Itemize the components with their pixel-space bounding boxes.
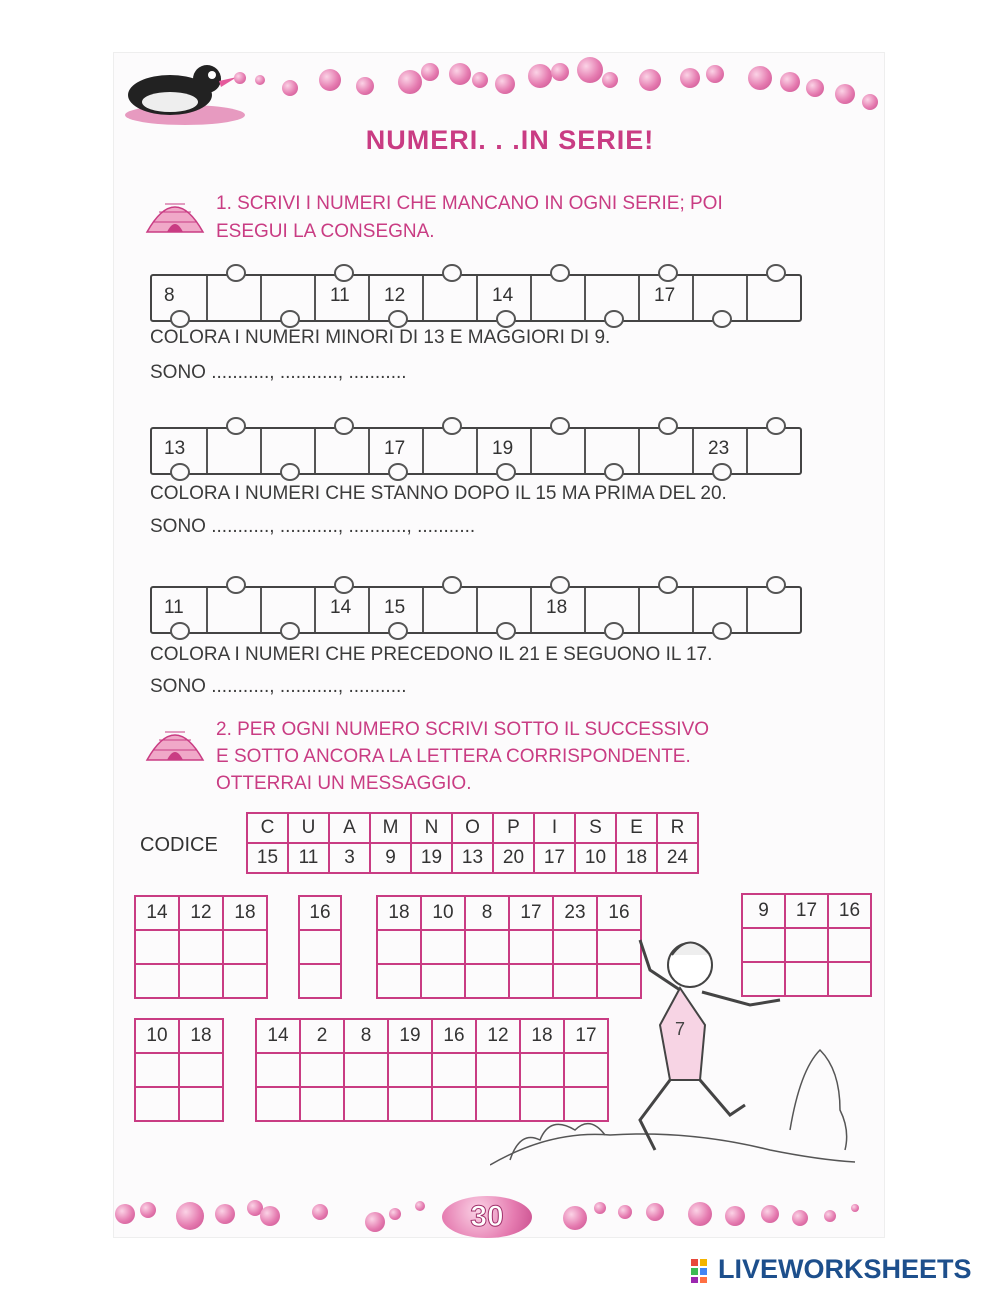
code-letter-cell: A [329, 813, 370, 843]
code-number-cell: 18 [616, 843, 657, 873]
puzzle-knob [496, 463, 516, 481]
page-title: NUMERI. . .IN SERIE! [365, 125, 655, 155]
puzzle-piece[interactable] [584, 588, 640, 632]
puzzle-knob [658, 576, 678, 594]
word-grid-row [299, 896, 341, 930]
puzzle-piece[interactable] [152, 429, 206, 473]
puzzle-number: 15 [384, 597, 406, 618]
word-grid-row [135, 930, 267, 964]
letter-answer-cell[interactable] [135, 1087, 179, 1121]
puzzle-knob [170, 463, 190, 481]
puzzle-knob [388, 463, 408, 481]
successor-answer-cell[interactable] [179, 930, 223, 964]
given-number-cell: 8 [344, 1019, 388, 1053]
decorative-bubble [319, 69, 341, 91]
given-number-cell: 17 [509, 896, 553, 930]
given-number-cell: 16 [299, 896, 341, 930]
letter-answer-cell[interactable] [344, 1087, 388, 1121]
successor-answer-cell[interactable] [256, 1053, 300, 1087]
code-letter-cell: C [247, 813, 288, 843]
decorative-bubble [365, 1212, 385, 1232]
series3-answer-line[interactable]: SONO ..........., ..........., ........... [150, 676, 407, 697]
puzzle-piece[interactable] [584, 429, 640, 473]
code-number-cell: 19 [411, 843, 452, 873]
penguin-illustration [115, 55, 245, 130]
decorative-bubble [421, 63, 439, 81]
given-number-cell: 2 [300, 1019, 344, 1053]
decorative-bubble [234, 72, 246, 84]
puzzle-knob [280, 622, 300, 640]
puzzle-knob [496, 310, 516, 328]
puzzle-strip [150, 274, 802, 322]
decorative-bubble [792, 1210, 808, 1226]
decorative-bubble [398, 70, 422, 94]
code-letter-cell: N [411, 813, 452, 843]
puzzle-knob [226, 264, 246, 282]
puzzle-knob [604, 622, 624, 640]
letter-answer-cell[interactable] [179, 964, 223, 998]
successor-answer-cell[interactable] [377, 930, 421, 964]
word-grid [298, 895, 342, 999]
svg-text:7: 7 [675, 1019, 686, 1039]
successor-answer-cell[interactable] [135, 1053, 179, 1087]
word-grid-row [299, 930, 341, 964]
decorative-bubble [312, 1204, 328, 1220]
igloo-icon [145, 196, 205, 234]
word-grid-row [135, 1019, 223, 1053]
given-number-cell: 23 [553, 896, 597, 930]
decorative-bubble [639, 69, 661, 91]
decorative-bubble [688, 1202, 712, 1226]
puzzle-piece[interactable] [476, 429, 532, 473]
puzzle-knob [766, 417, 786, 435]
successor-answer-cell[interactable] [179, 1053, 223, 1087]
puzzle-piece[interactable] [260, 276, 316, 320]
puzzle-knob [766, 576, 786, 594]
given-number-cell: 12 [476, 1019, 520, 1053]
puzzle-knob [604, 310, 624, 328]
puzzle-piece[interactable] [152, 276, 206, 320]
puzzle-knob [334, 576, 354, 594]
series1-answer-line[interactable]: SONO ..........., ..........., ........... [150, 362, 407, 383]
puzzle-knob [712, 622, 732, 640]
code-letter-cell: I [534, 813, 575, 843]
code-number-cell: 11 [288, 843, 329, 873]
successor-answer-cell[interactable] [421, 930, 465, 964]
decorative-bubble [646, 1203, 664, 1221]
puzzle-knob [170, 310, 190, 328]
puzzle-piece[interactable] [692, 429, 748, 473]
puzzle-knob [280, 463, 300, 481]
decorative-bubble [780, 72, 800, 92]
decorative-bubble [260, 1206, 280, 1226]
given-number-cell: 17 [785, 894, 828, 928]
code-letter-cell: O [452, 813, 493, 843]
successor-answer-cell[interactable] [388, 1053, 432, 1087]
puzzle-knob [550, 417, 570, 435]
decorative-bubble [835, 84, 855, 104]
decorative-bubble [706, 65, 724, 83]
successor-answer-cell[interactable] [135, 930, 179, 964]
given-number-cell: 14 [135, 896, 179, 930]
code-number-cell: 9 [370, 843, 411, 873]
puzzle-number: 17 [384, 438, 406, 459]
puzzle-piece[interactable] [692, 276, 748, 320]
code-number-cell: 17 [534, 843, 575, 873]
code-number-cell: 24 [657, 843, 698, 873]
puzzle-knob [226, 417, 246, 435]
decorative-bubble [255, 75, 265, 85]
puzzle-number: 8 [164, 285, 175, 306]
given-number-cell: 12 [179, 896, 223, 930]
letter-answer-cell[interactable] [388, 1087, 432, 1121]
footer-brand: LIVEWORKSHEETS [718, 1254, 972, 1284]
given-number-cell: 16 [597, 896, 641, 930]
successor-answer-cell[interactable] [300, 1053, 344, 1087]
puzzle-knob [712, 463, 732, 481]
puzzle-piece[interactable] [152, 588, 206, 632]
decorative-bubble [356, 77, 374, 95]
word-grid-row [377, 896, 641, 930]
given-number-cell: 18 [520, 1019, 564, 1053]
puzzle-knob [496, 622, 516, 640]
puzzle-number: 11 [164, 597, 184, 618]
puzzle-strip [150, 586, 802, 634]
puzzle-number: 19 [492, 438, 514, 459]
successor-answer-cell[interactable] [432, 1053, 476, 1087]
successor-answer-cell[interactable] [299, 930, 341, 964]
decorative-bubble [862, 94, 878, 110]
exercise2-instruction-line1: 2. PER OGNI NUMERO SCRIVI SOTTO IL SUCCESSIVO [216, 719, 710, 740]
puzzle-number: 14 [330, 597, 352, 618]
letter-answer-cell[interactable] [179, 1087, 223, 1121]
exercise2-instruction-line2: E SOTTO ANCORA LA LETTERA CORRISPONDENTE. [216, 746, 691, 767]
puzzle-knob [388, 622, 408, 640]
puzzle-piece[interactable] [476, 588, 532, 632]
puzzle-piece[interactable] [314, 429, 370, 473]
word-grid [134, 1018, 224, 1122]
puzzle-knob [442, 417, 462, 435]
word-grid-row [135, 1087, 223, 1121]
code-table [246, 812, 699, 874]
decorative-bubble [176, 1202, 204, 1230]
puzzle-piece[interactable] [206, 276, 262, 320]
given-number-cell: 16 [432, 1019, 476, 1053]
puzzle-knob [442, 576, 462, 594]
successor-answer-cell[interactable] [344, 1053, 388, 1087]
puzzle-knob [388, 310, 408, 328]
puzzle-number: 23 [708, 438, 730, 459]
word-grid-row [742, 894, 871, 928]
puzzle-piece[interactable] [368, 276, 424, 320]
code-label: CODICE [140, 834, 218, 856]
puzzle-piece[interactable] [638, 276, 694, 320]
code-letter-cell: P [493, 813, 534, 843]
decorative-bubble [528, 64, 552, 88]
code-row [247, 813, 698, 843]
igloo-icon [145, 724, 205, 762]
successor-answer-cell[interactable] [223, 930, 267, 964]
decorative-bubble [415, 1201, 425, 1211]
puzzle-knob [280, 310, 300, 328]
decorative-bubble [140, 1202, 156, 1218]
given-number-cell: 18 [179, 1019, 223, 1053]
puzzle-knob [334, 417, 354, 435]
puzzle-knob [334, 264, 354, 282]
exercise2-instruction-line3: OTTERRAI UN MESSAGGIO. [216, 773, 472, 794]
letter-answer-cell[interactable] [299, 964, 341, 998]
puzzle-piece[interactable] [368, 588, 424, 632]
puzzle-piece[interactable] [584, 276, 640, 320]
code-number-cell: 10 [575, 843, 616, 873]
puzzle-piece[interactable] [746, 429, 802, 473]
puzzle-piece[interactable] [260, 588, 316, 632]
puzzle-knob [442, 264, 462, 282]
puzzle-piece[interactable] [368, 429, 424, 473]
code-letter-cell: R [657, 813, 698, 843]
puzzle-piece[interactable] [530, 429, 586, 473]
puzzle-number: 12 [384, 285, 406, 306]
letter-answer-cell[interactable] [135, 964, 179, 998]
puzzle-piece[interactable] [422, 429, 478, 473]
letter-answer-cell[interactable] [432, 1087, 476, 1121]
decorative-bubble [472, 72, 488, 88]
letter-answer-cell[interactable] [300, 1087, 344, 1121]
given-number-cell: 9 [742, 894, 785, 928]
given-number-cell: 10 [421, 896, 465, 930]
decorative-bubble [761, 1205, 779, 1223]
puzzle-piece[interactable] [638, 588, 694, 632]
letter-answer-cell[interactable] [256, 1087, 300, 1121]
series3-task: COLORA I NUMERI CHE PRECEDONO IL 21 E SEGUONO IL 17. [150, 644, 713, 665]
decorative-bubble [563, 1206, 587, 1230]
series1-task: COLORA I NUMERI MINORI DI 13 E MAGGIORI DI 9. [150, 327, 611, 348]
decorative-bubble [824, 1210, 836, 1222]
puzzle-knob [766, 264, 786, 282]
puzzle-knob [170, 622, 190, 640]
decorative-bubble [577, 57, 603, 83]
code-number-cell: 15 [247, 843, 288, 873]
given-number-cell: 17 [564, 1019, 608, 1053]
puzzle-piece[interactable] [530, 588, 586, 632]
puzzle-knob [550, 576, 570, 594]
series2-task: COLORA I NUMERI CHE STANNO DOPO IL 15 MA PRIMA DEL 20. [150, 483, 727, 504]
decorative-bubble [282, 80, 298, 96]
decorative-bubble [551, 63, 569, 81]
decorative-bubble [618, 1205, 632, 1219]
code-number-cell: 3 [329, 843, 370, 873]
exercise1-instruction-line2: ESEGUI LA CONSEGNA. [216, 221, 435, 242]
word-grid-row [135, 964, 267, 998]
code-number-cell: 20 [493, 843, 534, 873]
puzzle-piece[interactable] [314, 276, 370, 320]
puzzle-piece[interactable] [638, 429, 694, 473]
decorative-bubble [115, 1204, 135, 1224]
code-number-cell: 13 [452, 843, 493, 873]
decorative-bubble [495, 74, 515, 94]
word-grid-row [299, 964, 341, 998]
decorative-bubble [680, 68, 700, 88]
puzzle-strip [150, 427, 802, 475]
puzzle-knob [658, 417, 678, 435]
word-grid [134, 895, 268, 999]
code-letter-cell: E [616, 813, 657, 843]
series2-answer-line[interactable]: SONO ..........., ..........., ..........., ........... [150, 516, 476, 537]
puzzle-knob [550, 264, 570, 282]
given-number-cell: 18 [377, 896, 421, 930]
puzzle-number: 17 [654, 285, 676, 306]
decorative-bubble [449, 63, 471, 85]
puzzle-piece[interactable] [530, 276, 586, 320]
decorative-bubble [725, 1206, 745, 1226]
puzzle-piece[interactable] [692, 588, 748, 632]
exercise1-instruction-line1: 1. SCRIVI I NUMERI CHE MANCANO IN OGNI SERIE; POI [216, 193, 723, 214]
letter-answer-cell[interactable] [421, 964, 465, 998]
letter-answer-cell[interactable] [377, 964, 421, 998]
decorative-bubble [851, 1204, 859, 1212]
puzzle-piece[interactable] [422, 588, 478, 632]
puzzle-number: 18 [546, 597, 568, 618]
page-number: 30 [442, 1196, 532, 1238]
puzzle-piece[interactable] [746, 276, 802, 320]
puzzle-knob [658, 264, 678, 282]
decorative-bubble [215, 1204, 235, 1224]
jumping-boy-illustration [490, 930, 860, 1190]
word-grid-row [135, 896, 267, 930]
puzzle-piece[interactable] [206, 588, 262, 632]
code-row [247, 843, 698, 873]
code-letter-cell: U [288, 813, 329, 843]
puzzle-piece[interactable] [476, 276, 532, 320]
puzzle-piece[interactable] [206, 429, 262, 473]
puzzle-knob [604, 463, 624, 481]
decorative-bubble [602, 72, 618, 88]
decorative-bubble [748, 66, 772, 90]
given-number-cell: 18 [223, 896, 267, 930]
puzzle-piece[interactable] [746, 588, 802, 632]
code-letter-cell: M [370, 813, 411, 843]
puzzle-knob [226, 576, 246, 594]
puzzle-piece[interactable] [314, 588, 370, 632]
puzzle-number: 14 [492, 285, 514, 306]
given-number-cell: 10 [135, 1019, 179, 1053]
code-letter-cell: S [575, 813, 616, 843]
puzzle-piece[interactable] [260, 429, 316, 473]
letter-answer-cell[interactable] [223, 964, 267, 998]
decorative-bubble [389, 1208, 401, 1220]
word-grid-row [135, 1053, 223, 1087]
decorative-bubble [806, 79, 824, 97]
decorative-bubble [594, 1202, 606, 1214]
puzzle-number: 11 [330, 285, 350, 306]
given-number-cell: 8 [465, 896, 509, 930]
puzzle-number: 13 [164, 438, 186, 459]
given-number-cell: 16 [828, 894, 871, 928]
given-number-cell: 19 [388, 1019, 432, 1053]
given-number-cell: 14 [256, 1019, 300, 1053]
puzzle-piece[interactable] [422, 276, 478, 320]
liveworksheets-logo-icon [690, 1258, 716, 1284]
puzzle-knob [712, 310, 732, 328]
